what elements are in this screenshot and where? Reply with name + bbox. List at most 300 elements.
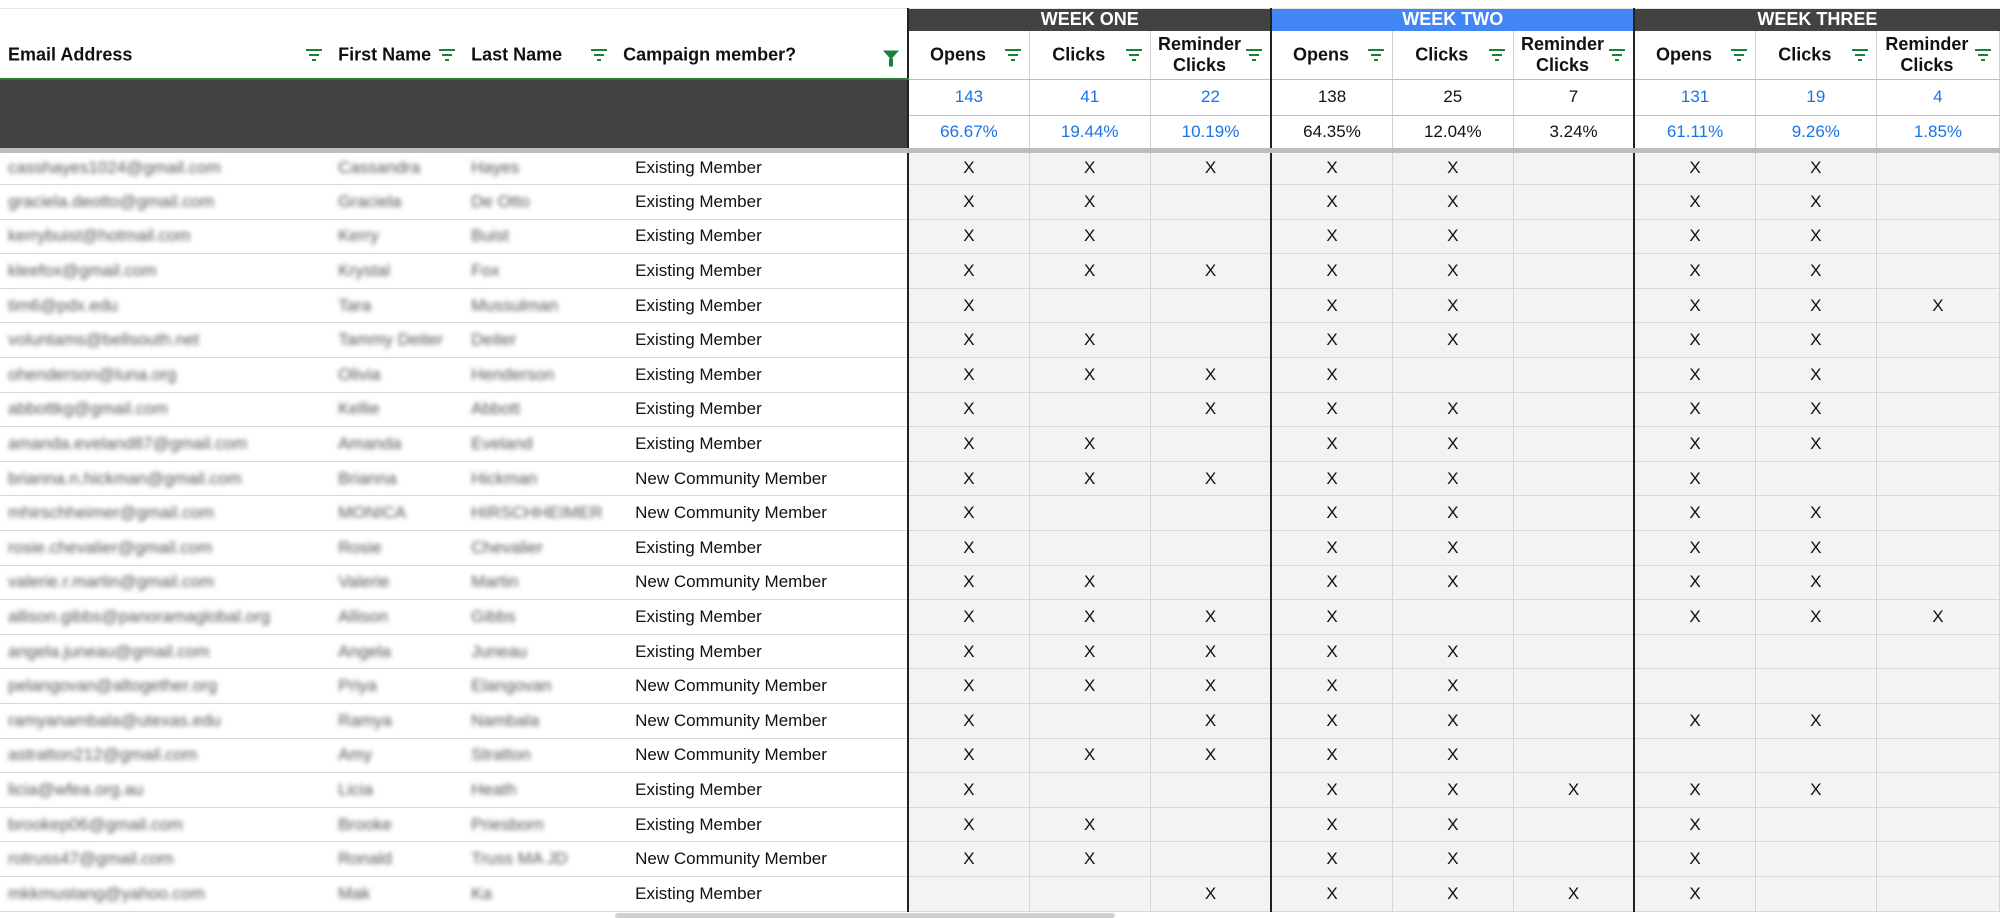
last-name-cell[interactable]: De Otto (463, 185, 615, 220)
column-header-last-name[interactable] (463, 31, 615, 79)
column-header-week-metric[interactable] (1029, 31, 1150, 79)
metric-mark-cell[interactable] (1513, 669, 1634, 704)
metric-mark-cell[interactable]: X (1876, 288, 1999, 323)
metric-mark-cell[interactable]: X (1513, 876, 1634, 911)
column-header-campaign-member[interactable] (615, 31, 908, 79)
campaign-member-cell[interactable]: New Community Member (615, 565, 908, 600)
metric-mark-cell[interactable]: X (1755, 392, 1876, 427)
metric-mark-cell[interactable] (1513, 392, 1634, 427)
metric-mark-cell[interactable]: X (1150, 876, 1271, 911)
metric-mark-cell[interactable] (1150, 807, 1271, 842)
column-header-week-metric[interactable] (1513, 31, 1634, 79)
first-name-cell[interactable]: Amanda (330, 427, 463, 462)
metric-mark-cell[interactable]: X (1634, 254, 1755, 289)
last-name-cell[interactable]: Stratton (463, 738, 615, 773)
last-name-cell[interactable]: Elangovan (463, 669, 615, 704)
metric-mark-cell[interactable]: X (1755, 600, 1876, 635)
last-name-cell[interactable]: Abbott (463, 392, 615, 427)
metric-mark-cell[interactable]: X (1392, 531, 1513, 566)
metric-mark-cell[interactable]: X (1634, 288, 1755, 323)
email-cell[interactable]: tim6@pdx.edu (0, 288, 330, 323)
metric-mark-cell[interactable]: X (1150, 634, 1271, 669)
metric-mark-cell[interactable] (1392, 600, 1513, 635)
first-name-cell[interactable]: MONICA (330, 496, 463, 531)
metric-mark-cell[interactable]: X (908, 600, 1029, 635)
metric-mark-cell[interactable] (1150, 565, 1271, 600)
metric-mark-cell[interactable] (1755, 461, 1876, 496)
metric-mark-cell[interactable]: X (1392, 773, 1513, 808)
metric-mark-cell[interactable] (1513, 323, 1634, 358)
metric-mark-cell[interactable]: X (1634, 565, 1755, 600)
metric-mark-cell[interactable]: X (1029, 150, 1150, 185)
filter-icon[interactable] (1005, 49, 1021, 61)
metric-mark-cell[interactable]: X (1150, 254, 1271, 289)
metric-mark-cell[interactable]: X (1150, 669, 1271, 704)
filter-icon[interactable] (1852, 49, 1868, 61)
metric-mark-cell[interactable] (1876, 704, 1999, 739)
metric-mark-cell[interactable]: X (908, 392, 1029, 427)
metric-mark-cell[interactable]: X (1150, 738, 1271, 773)
metric-mark-cell[interactable] (1150, 323, 1271, 358)
metric-mark-cell[interactable] (1876, 876, 1999, 911)
email-cell[interactable]: voluntams@bellsouth.net (0, 323, 330, 358)
metric-mark-cell[interactable] (1513, 807, 1634, 842)
metric-mark-cell[interactable]: X (1271, 427, 1392, 462)
last-name-cell[interactable]: Truss MA JD (463, 842, 615, 877)
table-row[interactable] (0, 807, 2000, 842)
metric-mark-cell[interactable] (1150, 773, 1271, 808)
metric-mark-cell[interactable]: X (1634, 461, 1755, 496)
campaign-member-cell[interactable]: Existing Member (615, 600, 908, 635)
metric-mark-cell[interactable]: X (1271, 185, 1392, 220)
metric-mark-cell[interactable] (1876, 392, 1999, 427)
column-header-week-metric[interactable] (1150, 31, 1271, 79)
metric-mark-cell[interactable]: X (908, 496, 1029, 531)
metric-mark-cell[interactable]: X (1029, 461, 1150, 496)
first-name-cell[interactable]: Tara (330, 288, 463, 323)
metric-mark-cell[interactable]: X (1392, 876, 1513, 911)
first-name-cell[interactable]: Ramya (330, 704, 463, 739)
table-row[interactable] (0, 496, 2000, 531)
campaign-member-cell[interactable]: Existing Member (615, 876, 908, 911)
last-name-cell[interactable]: Deiter (463, 323, 615, 358)
metric-mark-cell[interactable] (1876, 461, 1999, 496)
metric-mark-cell[interactable] (1876, 427, 1999, 462)
metric-mark-cell[interactable]: X (1392, 807, 1513, 842)
metric-mark-cell[interactable] (908, 876, 1029, 911)
metric-mark-cell[interactable]: X (1029, 254, 1150, 289)
metric-mark-cell[interactable] (1513, 427, 1634, 462)
metric-mark-cell[interactable]: X (1150, 392, 1271, 427)
campaign-member-cell[interactable]: Existing Member (615, 185, 908, 220)
metric-mark-cell[interactable]: X (908, 531, 1029, 566)
metric-mark-cell[interactable]: X (1271, 773, 1392, 808)
email-cell[interactable]: angela.juneau@gmail.com (0, 634, 330, 669)
table-row[interactable] (0, 392, 2000, 427)
metric-mark-cell[interactable]: X (1513, 773, 1634, 808)
filter-icon[interactable] (1731, 49, 1747, 61)
metric-mark-cell[interactable] (1150, 842, 1271, 877)
table-row[interactable] (0, 358, 2000, 393)
first-name-cell[interactable]: Angela (330, 634, 463, 669)
table-row[interactable] (0, 150, 2000, 185)
email-cell[interactable]: abbottkg@gmail.com (0, 392, 330, 427)
metric-mark-cell[interactable] (1876, 738, 1999, 773)
metric-mark-cell[interactable]: X (1634, 392, 1755, 427)
column-header-week-metric[interactable] (1634, 31, 1755, 79)
email-cell[interactable]: brookep06@gmail.com (0, 807, 330, 842)
campaign-member-cell[interactable]: Existing Member (615, 807, 908, 842)
last-name-cell[interactable]: Martin (463, 565, 615, 600)
last-name-cell[interactable]: Buist (463, 219, 615, 254)
email-cell[interactable]: mkkmustang@yahoo.com (0, 876, 330, 911)
metric-mark-cell[interactable]: X (1271, 634, 1392, 669)
table-row[interactable] (0, 669, 2000, 704)
first-name-cell[interactable]: Amy (330, 738, 463, 773)
email-cell[interactable]: pelangovan@altogether.org (0, 669, 330, 704)
email-cell[interactable]: ramyanambala@utexas.edu (0, 704, 330, 739)
metric-mark-cell[interactable]: X (908, 669, 1029, 704)
metric-mark-cell[interactable]: X (1755, 254, 1876, 289)
metric-mark-cell[interactable] (1755, 634, 1876, 669)
metric-mark-cell[interactable]: X (1755, 150, 1876, 185)
campaign-member-cell[interactable]: Existing Member (615, 531, 908, 566)
metric-mark-cell[interactable]: X (908, 150, 1029, 185)
metric-mark-cell[interactable] (1513, 842, 1634, 877)
metric-mark-cell[interactable]: X (1271, 254, 1392, 289)
table-row[interactable] (0, 600, 2000, 635)
first-name-cell[interactable]: Allison (330, 600, 463, 635)
metric-mark-cell[interactable]: X (1150, 600, 1271, 635)
first-name-cell[interactable]: Olivia (330, 358, 463, 393)
metric-mark-cell[interactable]: X (1029, 565, 1150, 600)
metric-mark-cell[interactable] (1634, 634, 1755, 669)
last-name-cell[interactable]: Ka (463, 876, 615, 911)
campaign-member-cell[interactable]: Existing Member (615, 323, 908, 358)
metric-mark-cell[interactable] (1755, 807, 1876, 842)
metric-mark-cell[interactable] (1513, 254, 1634, 289)
metric-mark-cell[interactable]: X (1271, 392, 1392, 427)
campaign-member-cell[interactable]: New Community Member (615, 461, 908, 496)
metric-mark-cell[interactable]: X (908, 807, 1029, 842)
metric-mark-cell[interactable]: X (1755, 185, 1876, 220)
metric-mark-cell[interactable]: X (1271, 704, 1392, 739)
metric-mark-cell[interactable]: X (1392, 392, 1513, 427)
last-name-cell[interactable]: Juneau (463, 634, 615, 669)
filter-icon[interactable] (1609, 49, 1625, 61)
metric-mark-cell[interactable] (1029, 876, 1150, 911)
metric-mark-cell[interactable] (1029, 704, 1150, 739)
metric-mark-cell[interactable]: X (1029, 738, 1150, 773)
metric-mark-cell[interactable] (1513, 496, 1634, 531)
metric-mark-cell[interactable]: X (1755, 704, 1876, 739)
metric-mark-cell[interactable]: X (1634, 531, 1755, 566)
last-name-cell[interactable]: Priesborn (463, 807, 615, 842)
metric-mark-cell[interactable] (1755, 842, 1876, 877)
table-row[interactable] (0, 219, 2000, 254)
first-name-cell[interactable]: Brianna (330, 461, 463, 496)
metric-mark-cell[interactable]: X (908, 565, 1029, 600)
metric-mark-cell[interactable]: X (1634, 323, 1755, 358)
metric-mark-cell[interactable]: X (1634, 427, 1755, 462)
email-cell[interactable]: licia@wfea.org.au (0, 773, 330, 808)
metric-mark-cell[interactable]: X (1271, 738, 1392, 773)
metric-mark-cell[interactable] (1876, 185, 1999, 220)
week-one-header[interactable]: WEEK ONE (908, 8, 1271, 31)
active-filter-icon[interactable] (883, 50, 899, 59)
metric-mark-cell[interactable]: X (1755, 427, 1876, 462)
email-cell[interactable]: rosie.chevalier@gmail.com (0, 531, 330, 566)
first-name-cell[interactable]: Graciela (330, 185, 463, 220)
metric-mark-cell[interactable]: X (1755, 496, 1876, 531)
metric-mark-cell[interactable] (1029, 773, 1150, 808)
table-row[interactable] (0, 565, 2000, 600)
metric-mark-cell[interactable]: X (908, 461, 1029, 496)
campaign-member-cell[interactable]: New Community Member (615, 842, 908, 877)
metric-mark-cell[interactable]: X (1271, 531, 1392, 566)
last-name-cell[interactable]: Heath (463, 773, 615, 808)
metric-mark-cell[interactable] (1513, 461, 1634, 496)
metric-mark-cell[interactable] (1876, 807, 1999, 842)
metric-mark-cell[interactable]: X (1029, 323, 1150, 358)
last-name-cell[interactable]: HIRSCHHEIMER (463, 496, 615, 531)
metric-mark-cell[interactable] (1876, 669, 1999, 704)
metric-mark-cell[interactable]: X (1634, 150, 1755, 185)
metric-mark-cell[interactable]: X (1392, 185, 1513, 220)
metric-mark-cell[interactable] (1150, 427, 1271, 462)
metric-mark-cell[interactable]: X (1271, 496, 1392, 531)
metric-mark-cell[interactable]: X (1392, 461, 1513, 496)
metric-mark-cell[interactable]: X (1392, 288, 1513, 323)
last-name-cell[interactable]: Chevalier (463, 531, 615, 566)
metric-mark-cell[interactable]: X (1392, 427, 1513, 462)
filter-icon[interactable] (1975, 49, 1991, 61)
metric-mark-cell[interactable]: X (1876, 600, 1999, 635)
metric-mark-cell[interactable]: X (1634, 600, 1755, 635)
metric-mark-cell[interactable]: X (908, 773, 1029, 808)
metric-mark-cell[interactable]: X (1392, 219, 1513, 254)
metric-mark-cell[interactable]: X (908, 323, 1029, 358)
column-header-week-metric[interactable] (1876, 31, 1999, 79)
metric-mark-cell[interactable]: X (1029, 669, 1150, 704)
filter-icon[interactable] (1489, 49, 1505, 61)
first-name-cell[interactable]: Licia (330, 773, 463, 808)
first-name-cell[interactable]: Tammy Deiter (330, 323, 463, 358)
metric-mark-cell[interactable]: X (1392, 634, 1513, 669)
metric-mark-cell[interactable]: X (1271, 219, 1392, 254)
metric-mark-cell[interactable] (1513, 150, 1634, 185)
column-header-first-name[interactable] (330, 31, 463, 79)
metric-mark-cell[interactable]: X (1029, 427, 1150, 462)
table-row[interactable] (0, 842, 2000, 877)
last-name-cell[interactable]: Mussulman (463, 288, 615, 323)
metric-mark-cell[interactable] (1150, 496, 1271, 531)
table-row[interactable] (0, 773, 2000, 808)
metric-mark-cell[interactable]: X (1755, 323, 1876, 358)
first-name-cell[interactable]: Brooke (330, 807, 463, 842)
metric-mark-cell[interactable]: X (1392, 738, 1513, 773)
metric-mark-cell[interactable] (1513, 219, 1634, 254)
first-name-cell[interactable]: Krystal (330, 254, 463, 289)
metric-mark-cell[interactable] (1513, 565, 1634, 600)
email-cell[interactable]: valerie.r.martin@gmail.com (0, 565, 330, 600)
metric-mark-cell[interactable] (1513, 288, 1634, 323)
metric-mark-cell[interactable]: X (1634, 496, 1755, 531)
campaign-member-cell[interactable]: New Community Member (615, 704, 908, 739)
metric-mark-cell[interactable] (1876, 150, 1999, 185)
metric-mark-cell[interactable]: X (1755, 288, 1876, 323)
email-cell[interactable]: astratton212@gmail.com (0, 738, 330, 773)
metric-mark-cell[interactable] (1876, 842, 1999, 877)
table-row[interactable] (0, 461, 2000, 496)
metric-mark-cell[interactable]: X (908, 738, 1029, 773)
metric-mark-cell[interactable]: X (1150, 358, 1271, 393)
metric-mark-cell[interactable]: X (1755, 565, 1876, 600)
table-row[interactable] (0, 427, 2000, 462)
metric-mark-cell[interactable]: X (1029, 634, 1150, 669)
campaign-member-cell[interactable]: Existing Member (615, 773, 908, 808)
campaign-member-cell[interactable]: New Community Member (615, 738, 908, 773)
column-header-week-metric[interactable] (1755, 31, 1876, 79)
email-cell[interactable]: kleefox@gmail.com (0, 254, 330, 289)
metric-mark-cell[interactable]: X (1755, 773, 1876, 808)
table-row[interactable] (0, 254, 2000, 289)
metric-mark-cell[interactable]: X (1392, 704, 1513, 739)
last-name-cell[interactable]: Fox (463, 254, 615, 289)
metric-mark-cell[interactable]: X (1392, 323, 1513, 358)
first-name-cell[interactable]: Cassandra (330, 150, 463, 185)
metric-mark-cell[interactable]: X (1634, 358, 1755, 393)
filter-icon[interactable] (439, 49, 455, 61)
metric-mark-cell[interactable]: X (1392, 254, 1513, 289)
metric-mark-cell[interactable]: X (1634, 219, 1755, 254)
email-cell[interactable]: graciela.deotto@gmail.com (0, 185, 330, 220)
email-cell[interactable]: rotruss47@gmail.com (0, 842, 330, 877)
column-header-week-metric[interactable] (1392, 31, 1513, 79)
metric-mark-cell[interactable]: X (1392, 150, 1513, 185)
last-name-cell[interactable]: Gibbs (463, 600, 615, 635)
metric-mark-cell[interactable]: X (1392, 842, 1513, 877)
first-name-cell[interactable]: Ronald (330, 842, 463, 877)
last-name-cell[interactable]: Hickman (463, 461, 615, 496)
campaign-member-cell[interactable]: Existing Member (615, 392, 908, 427)
metric-mark-cell[interactable] (1634, 738, 1755, 773)
metric-mark-cell[interactable]: X (1029, 358, 1150, 393)
email-cell[interactable]: casshayes1024@gmail.com (0, 150, 330, 185)
metric-mark-cell[interactable]: X (1271, 150, 1392, 185)
metric-mark-cell[interactable]: X (1271, 323, 1392, 358)
metric-mark-cell[interactable] (1876, 496, 1999, 531)
metric-mark-cell[interactable]: X (908, 219, 1029, 254)
metric-mark-cell[interactable]: X (1271, 876, 1392, 911)
metric-mark-cell[interactable] (1513, 600, 1634, 635)
metric-mark-cell[interactable] (1513, 704, 1634, 739)
metric-mark-cell[interactable]: X (1029, 600, 1150, 635)
table-row[interactable] (0, 634, 2000, 669)
metric-mark-cell[interactable]: X (1392, 669, 1513, 704)
first-name-cell[interactable]: Kellie (330, 392, 463, 427)
table-row[interactable] (0, 531, 2000, 566)
column-header-week-metric[interactable] (908, 31, 1029, 79)
metric-mark-cell[interactable] (1513, 634, 1634, 669)
metric-mark-cell[interactable]: X (908, 288, 1029, 323)
metric-mark-cell[interactable] (1876, 323, 1999, 358)
metric-mark-cell[interactable] (1513, 531, 1634, 566)
metric-mark-cell[interactable] (1755, 738, 1876, 773)
campaign-member-cell[interactable]: Existing Member (615, 358, 908, 393)
metric-mark-cell[interactable] (1876, 531, 1999, 566)
week-two-header[interactable]: WEEK TWO (1271, 8, 1634, 31)
table-row[interactable] (0, 185, 2000, 220)
filter-icon[interactable] (1126, 49, 1142, 61)
metric-mark-cell[interactable] (1150, 288, 1271, 323)
metric-mark-cell[interactable] (1150, 219, 1271, 254)
metric-mark-cell[interactable]: X (1029, 842, 1150, 877)
metric-mark-cell[interactable]: X (1150, 704, 1271, 739)
metric-mark-cell[interactable] (1392, 358, 1513, 393)
metric-mark-cell[interactable] (1876, 773, 1999, 808)
metric-mark-cell[interactable] (1876, 358, 1999, 393)
metric-mark-cell[interactable]: X (1634, 876, 1755, 911)
metric-mark-cell[interactable]: X (1271, 461, 1392, 496)
column-header-email[interactable] (0, 31, 330, 79)
last-name-cell[interactable]: Henderson (463, 358, 615, 393)
table-row[interactable] (0, 288, 2000, 323)
week-three-header[interactable]: WEEK THREE (1634, 8, 1999, 31)
metric-mark-cell[interactable]: X (908, 427, 1029, 462)
metric-mark-cell[interactable] (1755, 669, 1876, 704)
metric-mark-cell[interactable] (1029, 496, 1150, 531)
metric-mark-cell[interactable] (1513, 738, 1634, 773)
metric-mark-cell[interactable]: X (1029, 185, 1150, 220)
metric-mark-cell[interactable]: X (1634, 807, 1755, 842)
email-cell[interactable]: mhirschheimer@gmail.com (0, 496, 330, 531)
metric-mark-cell[interactable] (1876, 254, 1999, 289)
campaign-member-cell[interactable]: Existing Member (615, 150, 908, 185)
metric-mark-cell[interactable] (1029, 288, 1150, 323)
metric-mark-cell[interactable]: X (1634, 773, 1755, 808)
metric-mark-cell[interactable]: X (1392, 496, 1513, 531)
campaign-member-cell[interactable]: Existing Member (615, 427, 908, 462)
metric-mark-cell[interactable] (1634, 669, 1755, 704)
metric-mark-cell[interactable] (1150, 531, 1271, 566)
table-row[interactable] (0, 323, 2000, 358)
filter-icon[interactable] (1368, 49, 1384, 61)
metric-mark-cell[interactable] (1150, 185, 1271, 220)
metric-mark-cell[interactable]: X (1271, 565, 1392, 600)
column-header-week-metric[interactable] (1271, 31, 1392, 79)
campaign-member-cell[interactable]: Existing Member (615, 634, 908, 669)
last-name-cell[interactable]: Hayes (463, 150, 615, 185)
email-cell[interactable]: allison.gibbs@panoramaglobal.org (0, 600, 330, 635)
email-cell[interactable]: amanda.eveland87@gmail.com (0, 427, 330, 462)
first-name-cell[interactable]: Rosie (330, 531, 463, 566)
first-name-cell[interactable]: Valerie (330, 565, 463, 600)
metric-mark-cell[interactable]: X (908, 704, 1029, 739)
metric-mark-cell[interactable]: X (1271, 288, 1392, 323)
metric-mark-cell[interactable]: X (908, 254, 1029, 289)
first-name-cell[interactable]: Kerry (330, 219, 463, 254)
first-name-cell[interactable]: Priya (330, 669, 463, 704)
campaign-member-cell[interactable]: Existing Member (615, 288, 908, 323)
metric-mark-cell[interactable]: X (1392, 565, 1513, 600)
metric-mark-cell[interactable]: X (1271, 807, 1392, 842)
metric-mark-cell[interactable]: X (1150, 150, 1271, 185)
campaign-member-cell[interactable]: New Community Member (615, 496, 908, 531)
filter-icon[interactable] (306, 49, 322, 61)
metric-mark-cell[interactable] (1513, 185, 1634, 220)
metric-mark-cell[interactable] (1755, 876, 1876, 911)
